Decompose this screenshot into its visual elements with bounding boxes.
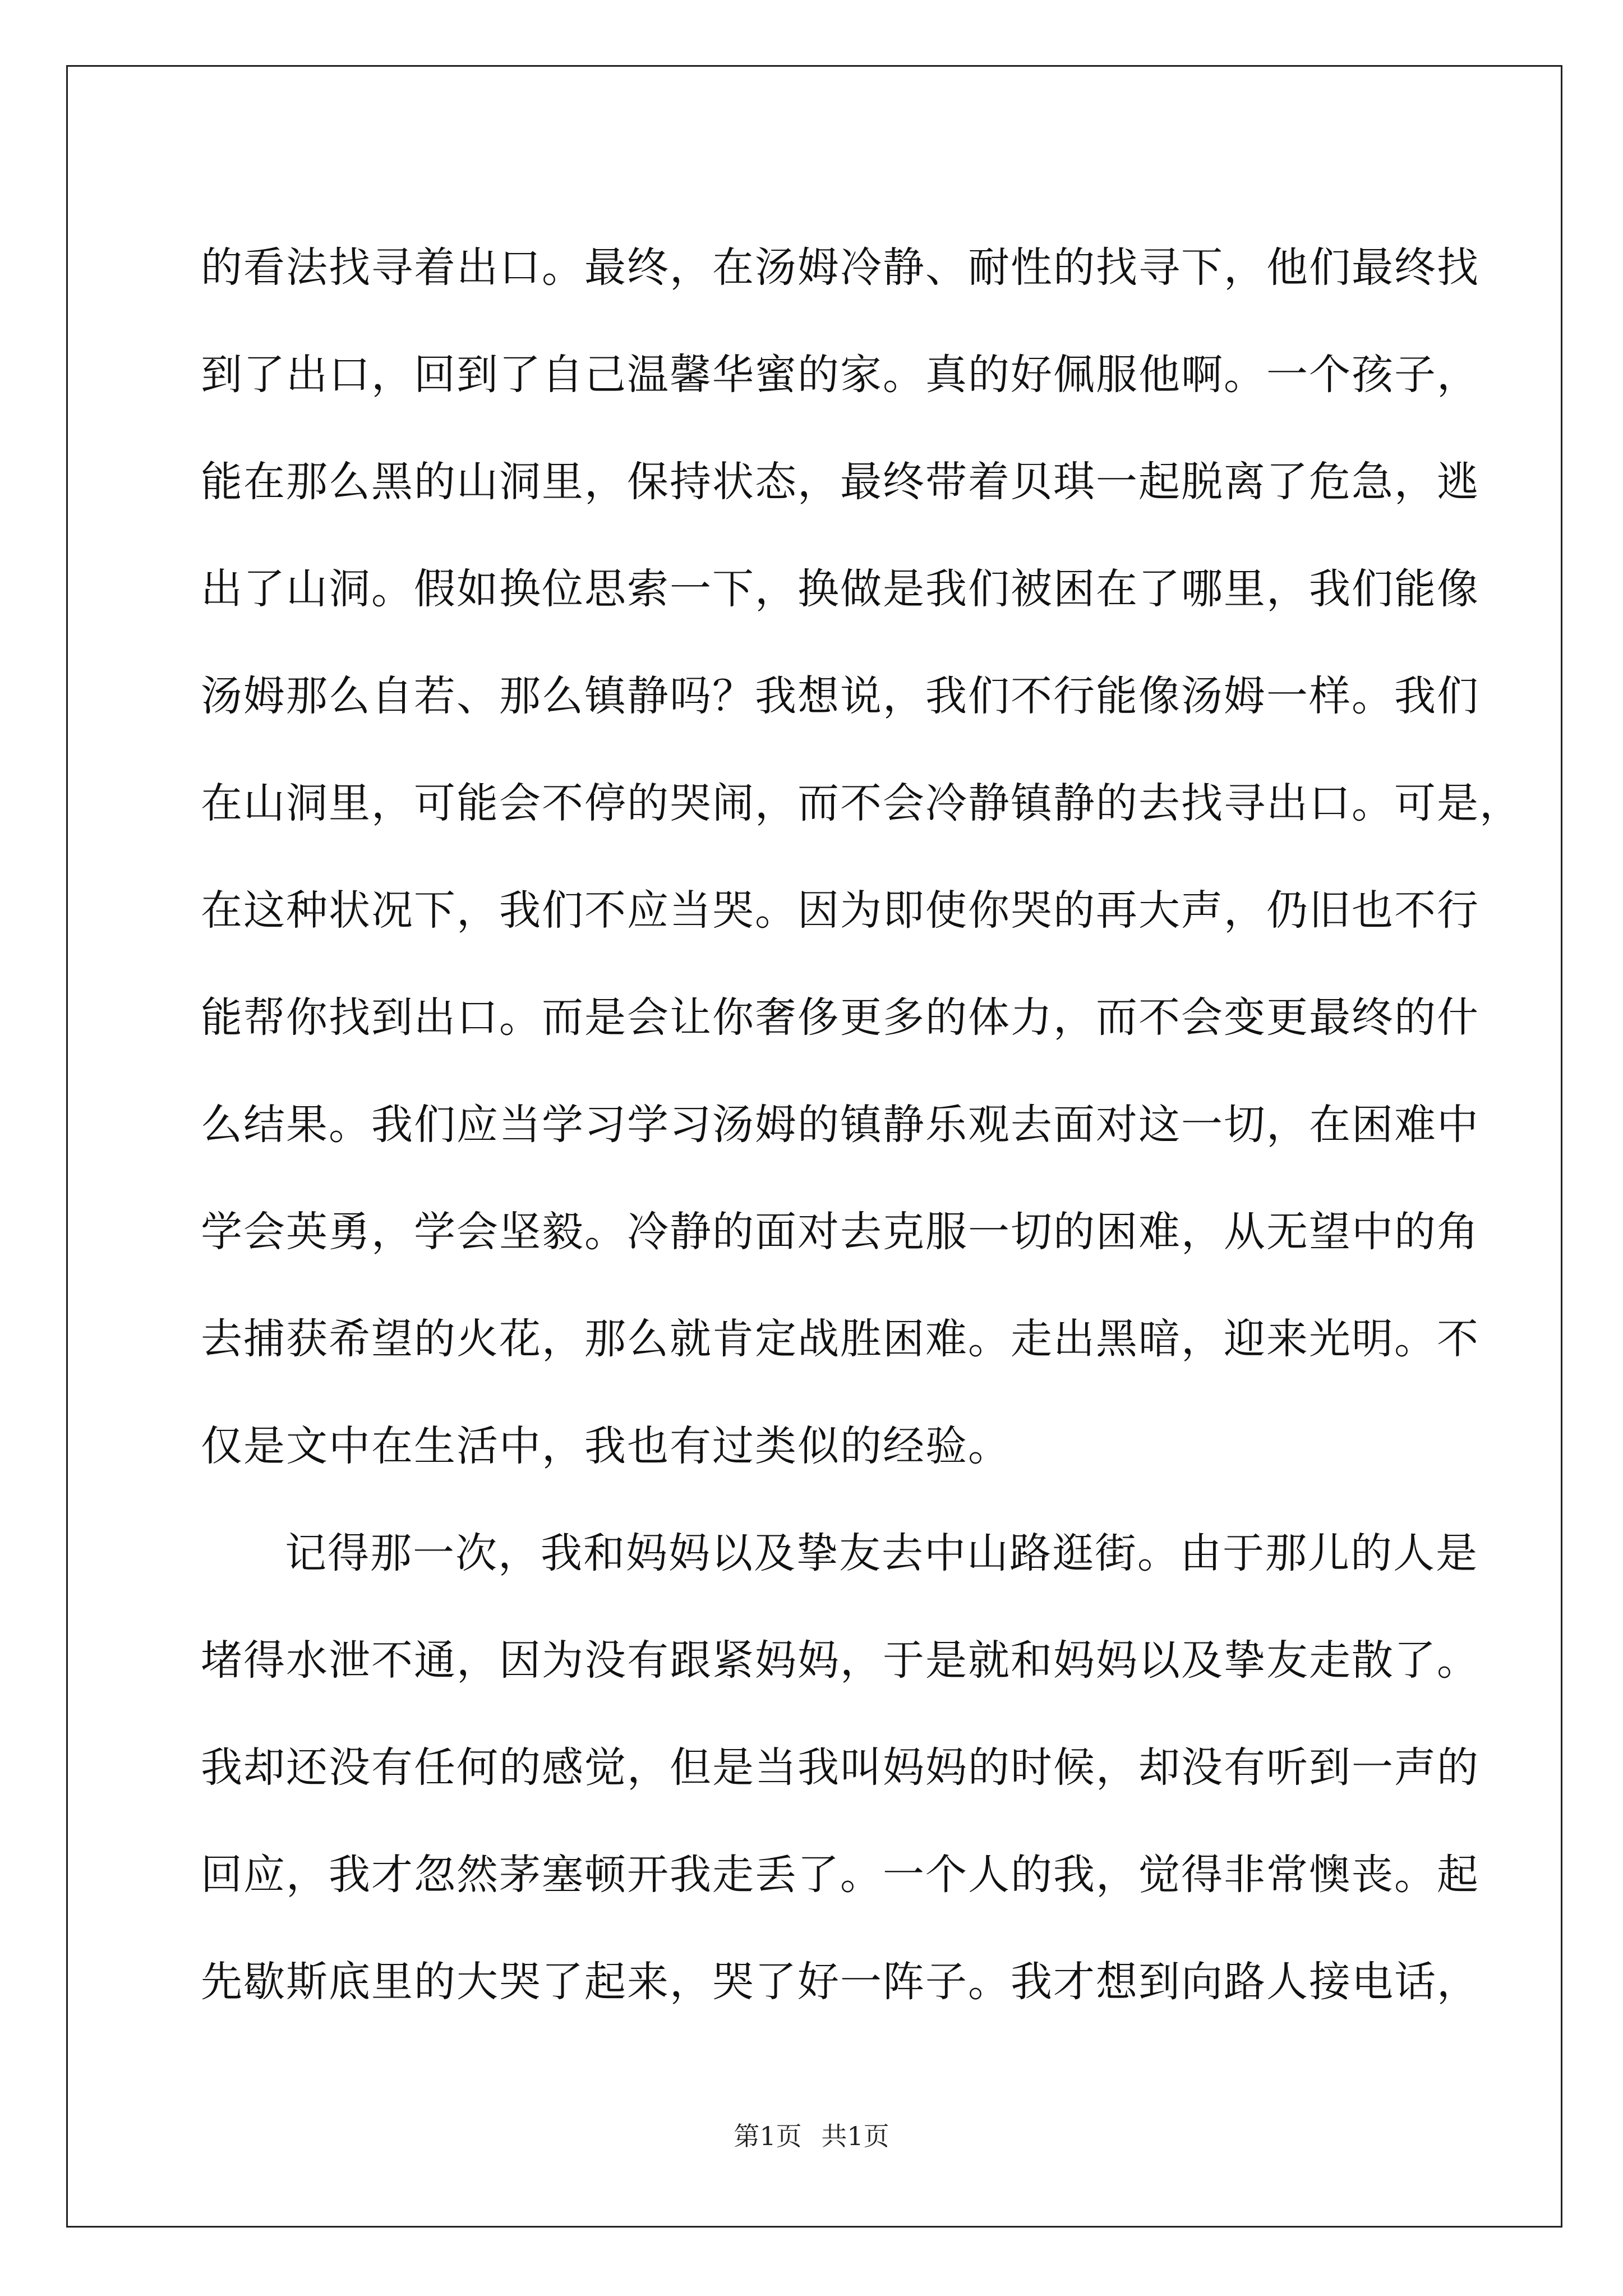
text-line: 么结果。我们应当学习学习汤姆的镇静乐观去面对这一切，在困难中: [201, 1101, 1479, 1149]
paragraph-start-line: 记得那一次，我和妈妈以及挚友去中山路逛街。由于那儿的人是: [285, 1529, 1478, 1577]
text-line: 出了山洞。假如换位思索一下，换做是我们被困在了哪里，我们能像: [201, 565, 1479, 613]
text-line: 的看法找寻着出口。最终，在汤姆冷静、耐性的找寻下，他们最终找: [201, 243, 1479, 292]
text-line: 在这种状况下，我们不应当哭。因为即使你哭的再大声，仍旧也不行: [201, 886, 1479, 935]
text-line: 在山洞里，可能会不停的哭闹，而不会冷静镇静的去找寻出口。可是，: [201, 779, 1522, 827]
text-line: 堵得水泄不通，因为没有跟紧妈妈，于是就和妈妈以及挚友走散了。: [201, 1636, 1479, 1685]
text-line: 能帮你找到出口。而是会让你奢侈更多的体力，而不会变更最终的什: [201, 993, 1479, 1042]
text-line: 汤姆那么自若、那么镇静吗？我想说，我们不行能像汤姆一样。我们: [201, 672, 1479, 720]
text-line: 我却还没有任何的感觉，但是当我叫妈妈的时候，却没有听到一声的: [201, 1743, 1479, 1792]
text-line: 回应，我才忽然茅塞顿开我走丢了。一个人的我，觉得非常懊丧。起: [201, 1851, 1479, 1899]
text-line: 学会英勇，学会坚毅。冷静的面对去克服一切的困难，从无望中的角: [201, 1208, 1479, 1256]
text-line: 去捕获希望的火花，那么就肯定战胜困难。走出黑暗，迎来光明。不: [201, 1315, 1479, 1363]
page-footer: [0, 2119, 1623, 2153]
text-line: 仅是文中在生活中，我也有过类似的经验。: [201, 1422, 1011, 1470]
document-body: [201, 214, 1522, 2036]
page-total: 共1页: [821, 2121, 889, 2151]
text-line: 先歇斯底里的大哭了起来，哭了好一阵子。我才想到向路人接电话，: [201, 1958, 1479, 2006]
text-line: 能在那么黑的山洞里，保持状态，最终带着贝琪一起脱离了危急，逃: [201, 458, 1479, 506]
page-number: 第1页: [734, 2121, 802, 2151]
text-line: 到了出口，回到了自己温馨华蜜的家。真的好佩服他啊。一个孩子，: [201, 351, 1479, 399]
